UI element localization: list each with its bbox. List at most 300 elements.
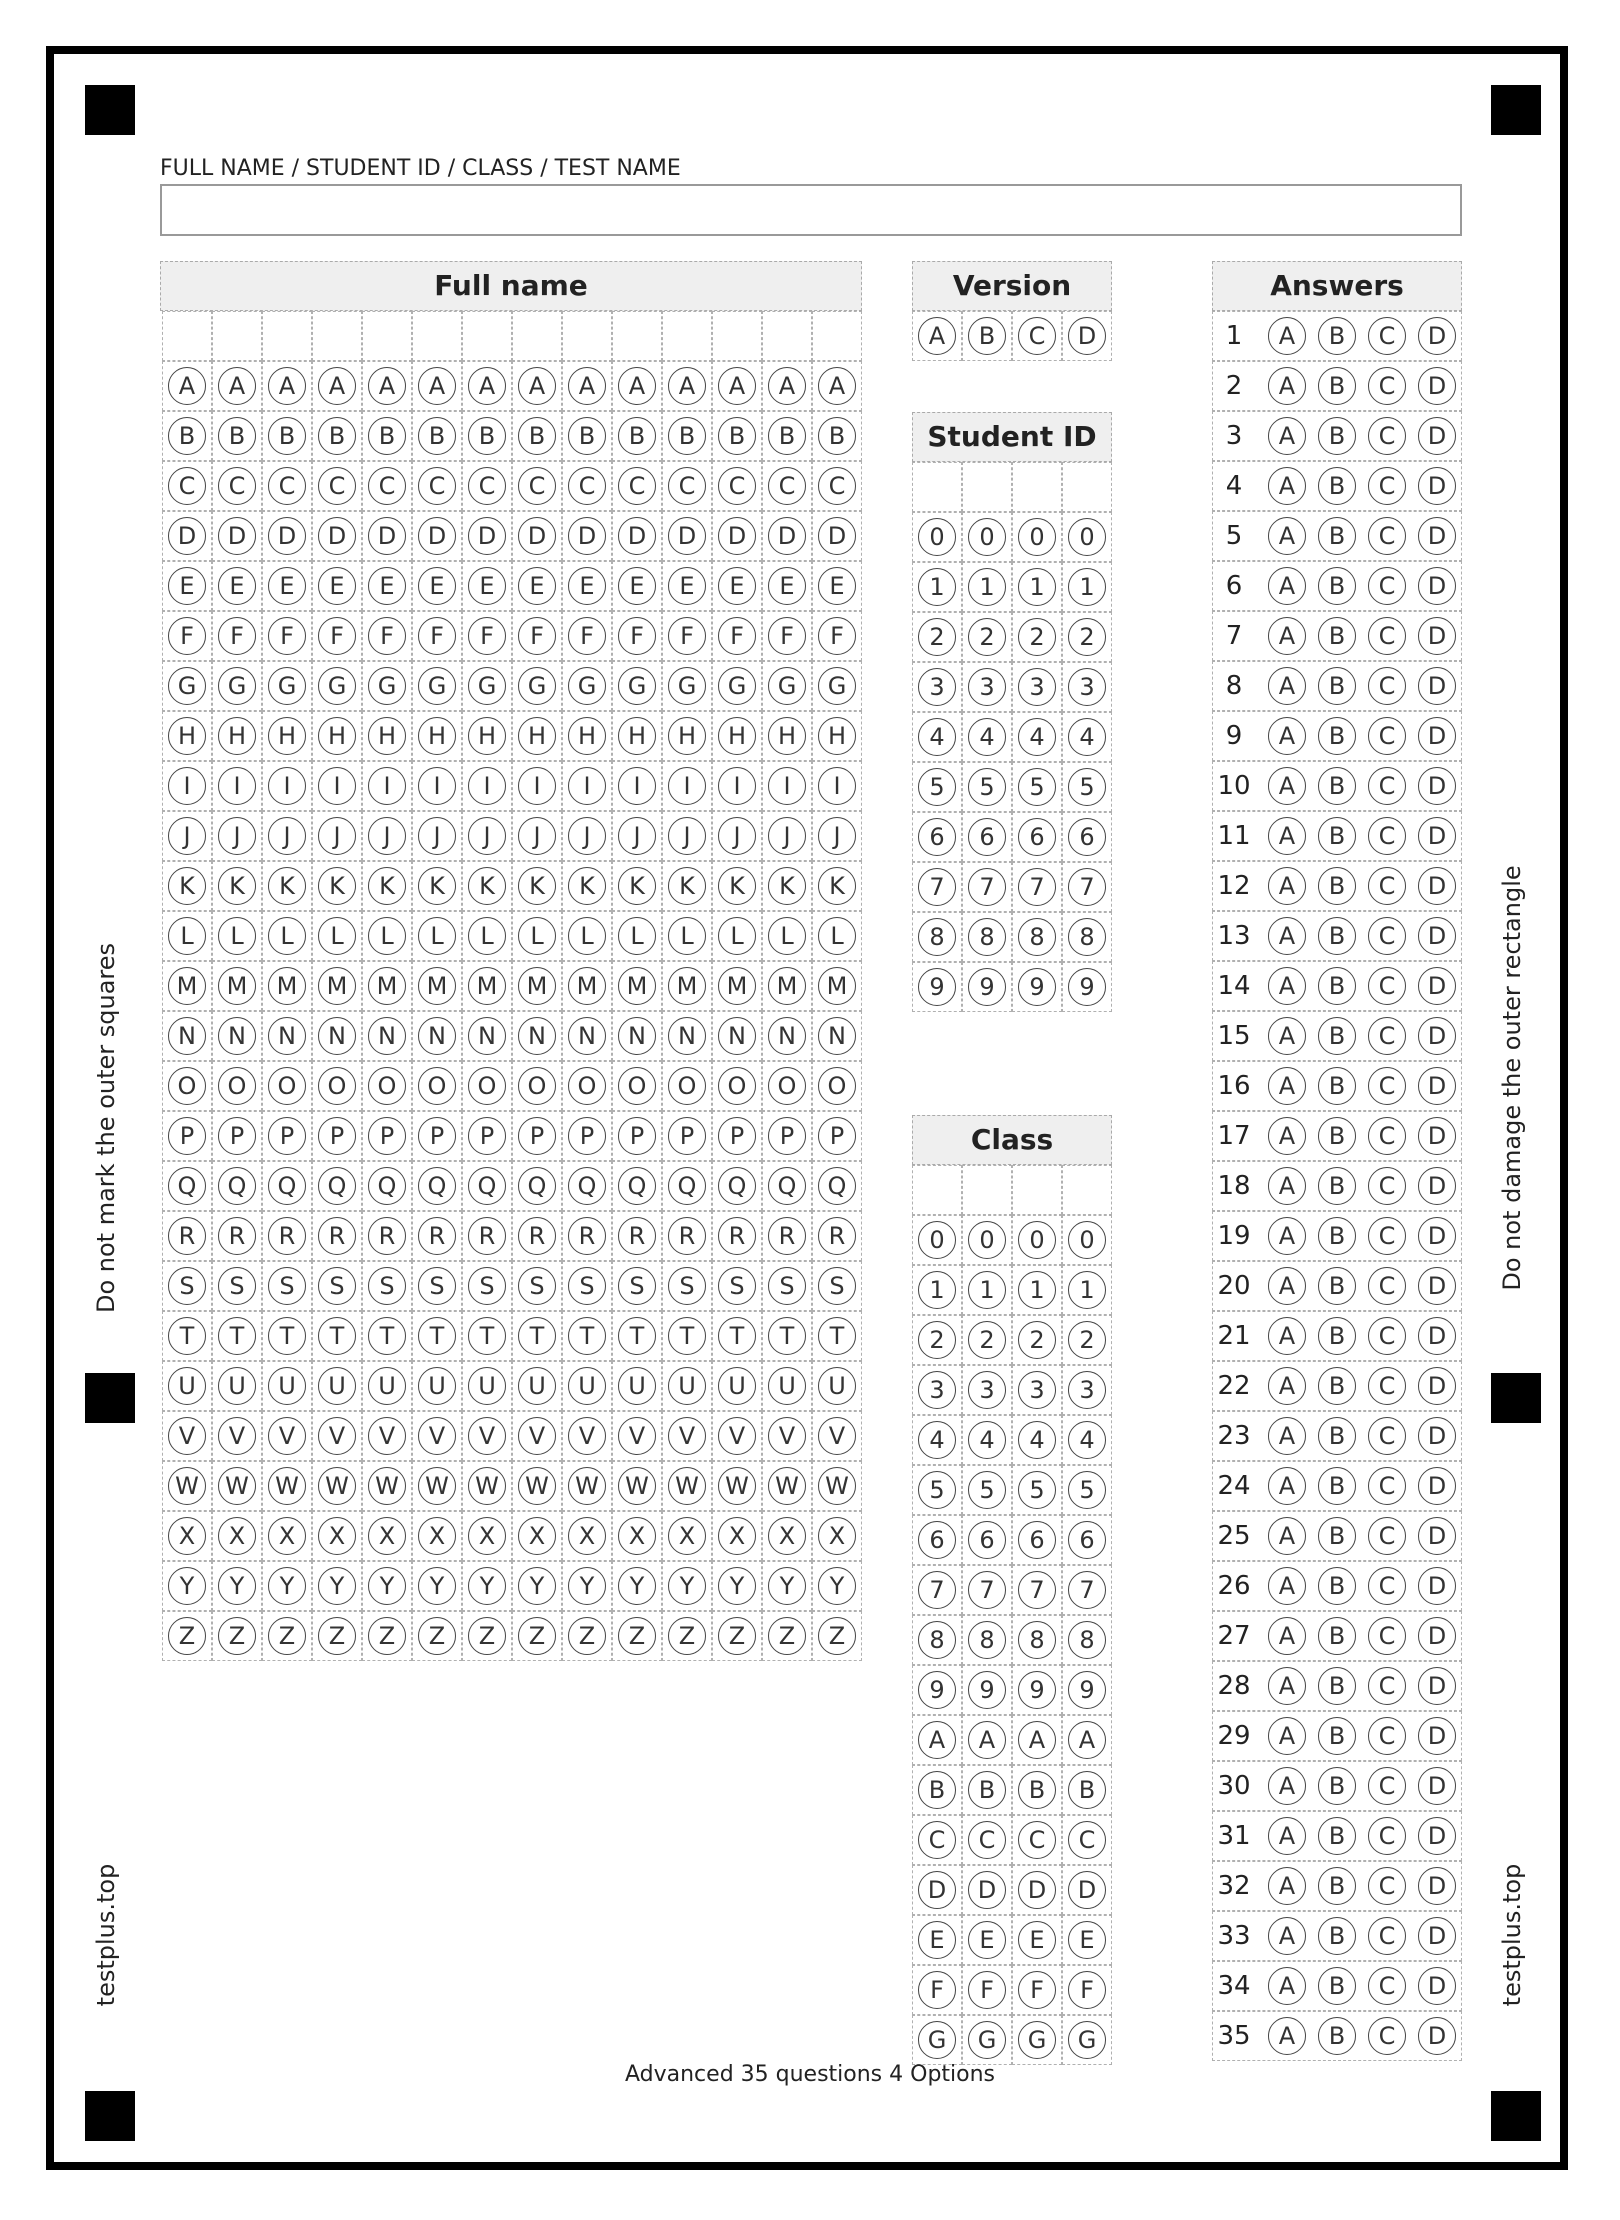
answer-bubble-b[interactable]: B — [1318, 1167, 1356, 1205]
full-name-bubble-u[interactable]: U — [368, 1367, 406, 1405]
student-id-bubble-8[interactable]: 8 — [1068, 918, 1106, 956]
full-name-bubble-d[interactable]: D — [218, 517, 256, 555]
student-id-bubble-4[interactable]: 4 — [968, 718, 1006, 756]
full-name-bubble-r[interactable]: R — [668, 1217, 706, 1255]
answer-bubble-c[interactable]: C — [1368, 1167, 1406, 1205]
full-name-bubble-z[interactable]: Z — [518, 1617, 556, 1655]
full-name-bubble-r[interactable]: R — [768, 1217, 806, 1255]
answer-bubble-c[interactable]: C — [1368, 617, 1406, 655]
full-name-bubble-l[interactable]: L — [368, 917, 406, 955]
full-name-bubble-q[interactable]: Q — [318, 1167, 356, 1205]
full-name-bubble-d[interactable]: D — [418, 517, 456, 555]
answer-bubble-b[interactable]: B — [1318, 317, 1356, 355]
full-name-bubble-b[interactable]: B — [768, 417, 806, 455]
full-name-bubble-a[interactable]: A — [618, 367, 656, 405]
full-name-bubble-j[interactable]: J — [368, 817, 406, 855]
answer-bubble-a[interactable]: A — [1268, 2017, 1306, 2055]
full-name-bubble-n[interactable]: N — [468, 1017, 506, 1055]
full-name-bubble-f[interactable]: F — [668, 617, 706, 655]
student-id-bubble-1[interactable]: 1 — [968, 568, 1006, 606]
answer-bubble-b[interactable]: B — [1318, 1917, 1356, 1955]
full-name-bubble-j[interactable]: J — [468, 817, 506, 855]
full-name-bubble-g[interactable]: G — [168, 667, 206, 705]
answer-bubble-c[interactable]: C — [1368, 817, 1406, 855]
full-name-bubble-x[interactable]: X — [418, 1517, 456, 1555]
student-id-bubble-9[interactable]: 9 — [1068, 968, 1106, 1006]
answer-bubble-a[interactable]: A — [1268, 867, 1306, 905]
class-bubble-7[interactable]: 7 — [1068, 1571, 1106, 1609]
full-name-bubble-l[interactable]: L — [218, 917, 256, 955]
full-name-bubble-d[interactable]: D — [168, 517, 206, 555]
full-name-bubble-i[interactable]: I — [668, 767, 706, 805]
full-name-bubble-i[interactable]: I — [518, 767, 556, 805]
full-name-bubble-q[interactable]: Q — [418, 1167, 456, 1205]
answer-bubble-b[interactable]: B — [1318, 1817, 1356, 1855]
class-bubble-1[interactable]: 1 — [918, 1271, 956, 1309]
full-name-bubble-o[interactable]: O — [218, 1067, 256, 1105]
full-name-bubble-d[interactable]: D — [818, 517, 856, 555]
full-name-bubble-b[interactable]: B — [318, 417, 356, 455]
student-id-bubble-7[interactable]: 7 — [918, 868, 956, 906]
full-name-bubble-z[interactable]: Z — [468, 1617, 506, 1655]
full-name-bubble-r[interactable]: R — [518, 1217, 556, 1255]
full-name-bubble-n[interactable]: N — [168, 1017, 206, 1055]
full-name-bubble-p[interactable]: P — [618, 1117, 656, 1155]
answer-bubble-d[interactable]: D — [1418, 1767, 1456, 1805]
answer-bubble-d[interactable]: D — [1418, 1717, 1456, 1755]
student-id-bubble-9[interactable]: 9 — [968, 968, 1006, 1006]
full-name-bubble-q[interactable]: Q — [668, 1167, 706, 1205]
answer-bubble-c[interactable]: C — [1368, 1067, 1406, 1105]
full-name-bubble-f[interactable]: F — [818, 617, 856, 655]
answer-bubble-b[interactable]: B — [1318, 567, 1356, 605]
full-name-bubble-u[interactable]: U — [768, 1367, 806, 1405]
full-name-bubble-j[interactable]: J — [668, 817, 706, 855]
full-name-bubble-f[interactable]: F — [418, 617, 456, 655]
full-name-bubble-j[interactable]: J — [168, 817, 206, 855]
answer-bubble-a[interactable]: A — [1268, 1617, 1306, 1655]
answer-bubble-d[interactable]: D — [1418, 517, 1456, 555]
full-name-bubble-z[interactable]: Z — [818, 1617, 856, 1655]
full-name-bubble-i[interactable]: I — [718, 767, 756, 805]
answer-bubble-a[interactable]: A — [1268, 1567, 1306, 1605]
answer-bubble-d[interactable]: D — [1418, 617, 1456, 655]
full-name-bubble-x[interactable]: X — [468, 1517, 506, 1555]
student-id-bubble-3[interactable]: 3 — [1068, 668, 1106, 706]
answer-bubble-c[interactable]: C — [1368, 517, 1406, 555]
answer-bubble-d[interactable]: D — [1418, 1067, 1456, 1105]
full-name-bubble-t[interactable]: T — [368, 1317, 406, 1355]
full-name-bubble-u[interactable]: U — [418, 1367, 456, 1405]
full-name-bubble-w[interactable]: W — [768, 1467, 806, 1505]
class-bubble-c[interactable]: C — [1068, 1821, 1106, 1859]
full-name-bubble-x[interactable]: X — [168, 1517, 206, 1555]
full-name-bubble-r[interactable]: R — [568, 1217, 606, 1255]
full-name-bubble-f[interactable]: F — [218, 617, 256, 655]
answer-bubble-b[interactable]: B — [1318, 1367, 1356, 1405]
full-name-bubble-y[interactable]: Y — [218, 1567, 256, 1605]
full-name-bubble-a[interactable]: A — [468, 367, 506, 405]
full-name-bubble-y[interactable]: Y — [168, 1567, 206, 1605]
full-name-bubble-f[interactable]: F — [318, 617, 356, 655]
student-id-bubble-6[interactable]: 6 — [968, 818, 1006, 856]
class-bubble-5[interactable]: 5 — [918, 1471, 956, 1509]
answer-bubble-b[interactable]: B — [1318, 1717, 1356, 1755]
full-name-bubble-s[interactable]: S — [568, 1267, 606, 1305]
answer-bubble-a[interactable]: A — [1268, 1167, 1306, 1205]
full-name-bubble-z[interactable]: Z — [318, 1617, 356, 1655]
full-name-bubble-p[interactable]: P — [768, 1117, 806, 1155]
full-name-bubble-o[interactable]: O — [468, 1067, 506, 1105]
student-id-bubble-0[interactable]: 0 — [1018, 518, 1056, 556]
full-name-bubble-i[interactable]: I — [368, 767, 406, 805]
full-name-bubble-o[interactable]: O — [718, 1067, 756, 1105]
class-bubble-9[interactable]: 9 — [968, 1671, 1006, 1709]
answer-bubble-b[interactable]: B — [1318, 817, 1356, 855]
class-bubble-3[interactable]: 3 — [1068, 1371, 1106, 1409]
full-name-bubble-y[interactable]: Y — [418, 1567, 456, 1605]
full-name-bubble-k[interactable]: K — [618, 867, 656, 905]
full-name-bubble-z[interactable]: Z — [418, 1617, 456, 1655]
full-name-bubble-k[interactable]: K — [718, 867, 756, 905]
answer-bubble-a[interactable]: A — [1268, 1667, 1306, 1705]
full-name-bubble-b[interactable]: B — [718, 417, 756, 455]
full-name-bubble-k[interactable]: K — [668, 867, 706, 905]
class-bubble-4[interactable]: 4 — [1018, 1421, 1056, 1459]
full-name-bubble-v[interactable]: V — [768, 1417, 806, 1455]
full-name-bubble-j[interactable]: J — [818, 817, 856, 855]
full-name-bubble-u[interactable]: U — [618, 1367, 656, 1405]
full-name-bubble-n[interactable]: N — [518, 1017, 556, 1055]
full-name-bubble-h[interactable]: H — [268, 717, 306, 755]
answer-bubble-c[interactable]: C — [1368, 317, 1406, 355]
full-name-bubble-k[interactable]: K — [768, 867, 806, 905]
full-name-bubble-t[interactable]: T — [768, 1317, 806, 1355]
full-name-bubble-c[interactable]: C — [368, 467, 406, 505]
full-name-bubble-l[interactable]: L — [268, 917, 306, 955]
full-name-bubble-q[interactable]: Q — [568, 1167, 606, 1205]
answer-bubble-c[interactable]: C — [1368, 1717, 1406, 1755]
answer-bubble-d[interactable]: D — [1418, 367, 1456, 405]
full-name-bubble-q[interactable]: Q — [768, 1167, 806, 1205]
full-name-bubble-q[interactable]: Q — [518, 1167, 556, 1205]
class-bubble-7[interactable]: 7 — [968, 1571, 1006, 1609]
full-name-bubble-b[interactable]: B — [168, 417, 206, 455]
answer-bubble-c[interactable]: C — [1368, 1467, 1406, 1505]
full-name-bubble-w[interactable]: W — [318, 1467, 356, 1505]
full-name-bubble-r[interactable]: R — [218, 1217, 256, 1255]
full-name-bubble-g[interactable]: G — [368, 667, 406, 705]
full-name-bubble-j[interactable]: J — [718, 817, 756, 855]
full-name-bubble-k[interactable]: K — [168, 867, 206, 905]
full-name-bubble-e[interactable]: E — [618, 567, 656, 605]
answer-bubble-b[interactable]: B — [1318, 967, 1356, 1005]
full-name-bubble-l[interactable]: L — [418, 917, 456, 955]
full-name-bubble-q[interactable]: Q — [618, 1167, 656, 1205]
answer-bubble-d[interactable]: D — [1418, 967, 1456, 1005]
full-name-bubble-v[interactable]: V — [168, 1417, 206, 1455]
full-name-bubble-i[interactable]: I — [168, 767, 206, 805]
student-id-bubble-0[interactable]: 0 — [918, 518, 956, 556]
student-id-bubble-5[interactable]: 5 — [918, 768, 956, 806]
full-name-bubble-j[interactable]: J — [768, 817, 806, 855]
full-name-bubble-p[interactable]: P — [418, 1117, 456, 1155]
answer-bubble-a[interactable]: A — [1268, 317, 1306, 355]
full-name-bubble-n[interactable]: N — [268, 1017, 306, 1055]
full-name-bubble-x[interactable]: X — [768, 1517, 806, 1555]
full-name-bubble-z[interactable]: Z — [218, 1617, 256, 1655]
answer-bubble-d[interactable]: D — [1418, 317, 1456, 355]
full-name-bubble-s[interactable]: S — [468, 1267, 506, 1305]
full-name-bubble-u[interactable]: U — [268, 1367, 306, 1405]
class-bubble-d[interactable]: D — [1018, 1871, 1056, 1909]
full-name-bubble-t[interactable]: T — [218, 1317, 256, 1355]
answer-bubble-c[interactable]: C — [1368, 917, 1406, 955]
answer-bubble-d[interactable]: D — [1418, 1517, 1456, 1555]
full-name-bubble-h[interactable]: H — [568, 717, 606, 755]
answer-bubble-c[interactable]: C — [1368, 967, 1406, 1005]
answer-bubble-d[interactable]: D — [1418, 1467, 1456, 1505]
version-bubble-b[interactable]: B — [968, 317, 1006, 355]
full-name-bubble-z[interactable]: Z — [568, 1617, 606, 1655]
answer-bubble-a[interactable]: A — [1268, 567, 1306, 605]
version-bubble-c[interactable]: C — [1018, 317, 1056, 355]
answer-bubble-d[interactable]: D — [1418, 917, 1456, 955]
full-name-bubble-m[interactable]: M — [768, 967, 806, 1005]
full-name-bubble-h[interactable]: H — [818, 717, 856, 755]
student-id-bubble-2[interactable]: 2 — [1018, 618, 1056, 656]
class-bubble-g[interactable]: G — [918, 2021, 956, 2059]
answer-bubble-d[interactable]: D — [1418, 1417, 1456, 1455]
full-name-bubble-b[interactable]: B — [618, 417, 656, 455]
full-name-bubble-c[interactable]: C — [668, 467, 706, 505]
class-bubble-b[interactable]: B — [1018, 1771, 1056, 1809]
full-name-bubble-o[interactable]: O — [568, 1067, 606, 1105]
answer-bubble-b[interactable]: B — [1318, 417, 1356, 455]
answer-bubble-a[interactable]: A — [1268, 1217, 1306, 1255]
class-bubble-2[interactable]: 2 — [968, 1321, 1006, 1359]
full-name-bubble-s[interactable]: S — [518, 1267, 556, 1305]
class-bubble-8[interactable]: 8 — [918, 1621, 956, 1659]
answer-bubble-d[interactable]: D — [1418, 467, 1456, 505]
class-bubble-a[interactable]: A — [968, 1721, 1006, 1759]
student-id-bubble-8[interactable]: 8 — [1018, 918, 1056, 956]
full-name-bubble-q[interactable]: Q — [468, 1167, 506, 1205]
full-name-bubble-d[interactable]: D — [268, 517, 306, 555]
full-name-bubble-p[interactable]: P — [718, 1117, 756, 1155]
answer-bubble-a[interactable]: A — [1268, 1117, 1306, 1155]
full-name-bubble-i[interactable]: I — [418, 767, 456, 805]
full-name-bubble-p[interactable]: P — [568, 1117, 606, 1155]
answer-bubble-d[interactable]: D — [1418, 717, 1456, 755]
version-bubble-d[interactable]: D — [1068, 317, 1106, 355]
full-name-bubble-b[interactable]: B — [518, 417, 556, 455]
full-name-bubble-w[interactable]: W — [218, 1467, 256, 1505]
full-name-bubble-c[interactable]: C — [618, 467, 656, 505]
answer-bubble-d[interactable]: D — [1418, 1817, 1456, 1855]
full-name-bubble-t[interactable]: T — [568, 1317, 606, 1355]
full-name-bubble-z[interactable]: Z — [368, 1617, 406, 1655]
full-name-bubble-t[interactable]: T — [518, 1317, 556, 1355]
full-name-bubble-p[interactable]: P — [318, 1117, 356, 1155]
full-name-bubble-e[interactable]: E — [368, 567, 406, 605]
class-bubble-8[interactable]: 8 — [968, 1621, 1006, 1659]
full-name-bubble-v[interactable]: V — [218, 1417, 256, 1455]
full-name-bubble-n[interactable]: N — [568, 1017, 606, 1055]
full-name-bubble-b[interactable]: B — [368, 417, 406, 455]
full-name-bubble-d[interactable]: D — [668, 517, 706, 555]
full-name-bubble-n[interactable]: N — [418, 1017, 456, 1055]
full-name-bubble-l[interactable]: L — [568, 917, 606, 955]
full-name-bubble-x[interactable]: X — [668, 1517, 706, 1555]
full-name-bubble-k[interactable]: K — [418, 867, 456, 905]
full-name-bubble-t[interactable]: T — [468, 1317, 506, 1355]
full-name-bubble-f[interactable]: F — [618, 617, 656, 655]
class-bubble-a[interactable]: A — [918, 1721, 956, 1759]
full-name-bubble-g[interactable]: G — [668, 667, 706, 705]
answer-bubble-b[interactable]: B — [1318, 1767, 1356, 1805]
answer-bubble-d[interactable]: D — [1418, 1117, 1456, 1155]
full-name-bubble-d[interactable]: D — [368, 517, 406, 555]
full-name-bubble-b[interactable]: B — [568, 417, 606, 455]
class-bubble-g[interactable]: G — [968, 2021, 1006, 2059]
full-name-bubble-d[interactable]: D — [468, 517, 506, 555]
class-bubble-0[interactable]: 0 — [918, 1221, 956, 1259]
class-bubble-6[interactable]: 6 — [918, 1521, 956, 1559]
answer-bubble-b[interactable]: B — [1318, 717, 1356, 755]
full-name-bubble-o[interactable]: O — [168, 1067, 206, 1105]
student-id-bubble-5[interactable]: 5 — [1068, 768, 1106, 806]
full-name-bubble-s[interactable]: S — [418, 1267, 456, 1305]
student-id-bubble-4[interactable]: 4 — [918, 718, 956, 756]
class-bubble-a[interactable]: A — [1018, 1721, 1056, 1759]
full-name-bubble-g[interactable]: G — [718, 667, 756, 705]
full-name-bubble-q[interactable]: Q — [168, 1167, 206, 1205]
full-name-bubble-k[interactable]: K — [468, 867, 506, 905]
class-bubble-e[interactable]: E — [918, 1921, 956, 1959]
full-name-bubble-t[interactable]: T — [668, 1317, 706, 1355]
full-name-bubble-s[interactable]: S — [218, 1267, 256, 1305]
answer-bubble-c[interactable]: C — [1368, 1367, 1406, 1405]
class-bubble-3[interactable]: 3 — [1018, 1371, 1056, 1409]
class-bubble-g[interactable]: G — [1068, 2021, 1106, 2059]
answer-bubble-c[interactable]: C — [1368, 417, 1406, 455]
answer-bubble-b[interactable]: B — [1318, 367, 1356, 405]
class-bubble-6[interactable]: 6 — [1068, 1521, 1106, 1559]
answer-bubble-b[interactable]: B — [1318, 1867, 1356, 1905]
full-name-bubble-h[interactable]: H — [718, 717, 756, 755]
answer-bubble-a[interactable]: A — [1268, 1467, 1306, 1505]
answer-bubble-a[interactable]: A — [1268, 1317, 1306, 1355]
full-name-bubble-y[interactable]: Y — [368, 1567, 406, 1605]
class-bubble-5[interactable]: 5 — [968, 1471, 1006, 1509]
full-name-bubble-u[interactable]: U — [218, 1367, 256, 1405]
full-name-bubble-k[interactable]: K — [218, 867, 256, 905]
full-name-bubble-g[interactable]: G — [818, 667, 856, 705]
full-name-bubble-q[interactable]: Q — [268, 1167, 306, 1205]
full-name-bubble-c[interactable]: C — [768, 467, 806, 505]
class-bubble-1[interactable]: 1 — [1018, 1271, 1056, 1309]
answer-bubble-b[interactable]: B — [1318, 1217, 1356, 1255]
version-bubble-a[interactable]: A — [918, 317, 956, 355]
full-name-bubble-n[interactable]: N — [768, 1017, 806, 1055]
class-bubble-2[interactable]: 2 — [1068, 1321, 1106, 1359]
answer-bubble-b[interactable]: B — [1318, 1267, 1356, 1305]
full-name-bubble-j[interactable]: J — [418, 817, 456, 855]
answer-bubble-c[interactable]: C — [1368, 1767, 1406, 1805]
full-name-bubble-s[interactable]: S — [368, 1267, 406, 1305]
full-name-bubble-c[interactable]: C — [718, 467, 756, 505]
student-id-bubble-6[interactable]: 6 — [918, 818, 956, 856]
full-name-bubble-m[interactable]: M — [418, 967, 456, 1005]
full-name-bubble-l[interactable]: L — [718, 917, 756, 955]
full-name-bubble-w[interactable]: W — [168, 1467, 206, 1505]
full-name-bubble-h[interactable]: H — [368, 717, 406, 755]
answer-bubble-a[interactable]: A — [1268, 667, 1306, 705]
full-name-bubble-y[interactable]: Y — [468, 1567, 506, 1605]
answer-bubble-c[interactable]: C — [1368, 2017, 1406, 2055]
class-bubble-g[interactable]: G — [1018, 2021, 1056, 2059]
full-name-bubble-f[interactable]: F — [768, 617, 806, 655]
full-name-bubble-m[interactable]: M — [568, 967, 606, 1005]
full-name-bubble-o[interactable]: O — [368, 1067, 406, 1105]
answer-bubble-c[interactable]: C — [1368, 367, 1406, 405]
answer-bubble-c[interactable]: C — [1368, 717, 1406, 755]
answer-bubble-b[interactable]: B — [1318, 1317, 1356, 1355]
answer-bubble-d[interactable]: D — [1418, 1217, 1456, 1255]
class-bubble-c[interactable]: C — [1018, 1821, 1056, 1859]
answer-bubble-b[interactable]: B — [1318, 1667, 1356, 1705]
answer-bubble-d[interactable]: D — [1418, 2017, 1456, 2055]
full-name-bubble-h[interactable]: H — [318, 717, 356, 755]
answer-bubble-c[interactable]: C — [1368, 1267, 1406, 1305]
answer-bubble-d[interactable]: D — [1418, 1967, 1456, 2005]
answer-bubble-d[interactable]: D — [1418, 817, 1456, 855]
student-id-bubble-3[interactable]: 3 — [968, 668, 1006, 706]
full-name-bubble-p[interactable]: P — [468, 1117, 506, 1155]
full-name-bubble-m[interactable]: M — [718, 967, 756, 1005]
full-name-bubble-x[interactable]: X — [718, 1517, 756, 1555]
full-name-bubble-i[interactable]: I — [818, 767, 856, 805]
full-name-bubble-r[interactable]: R — [168, 1217, 206, 1255]
full-name-bubble-d[interactable]: D — [618, 517, 656, 555]
full-name-bubble-r[interactable]: R — [318, 1217, 356, 1255]
full-name-bubble-k[interactable]: K — [368, 867, 406, 905]
full-name-bubble-i[interactable]: I — [568, 767, 606, 805]
full-name-bubble-g[interactable]: G — [618, 667, 656, 705]
full-name-bubble-w[interactable]: W — [818, 1467, 856, 1505]
full-name-bubble-q[interactable]: Q — [818, 1167, 856, 1205]
answer-bubble-b[interactable]: B — [1318, 917, 1356, 955]
full-name-bubble-z[interactable]: Z — [718, 1617, 756, 1655]
class-bubble-b[interactable]: B — [918, 1771, 956, 1809]
full-name-bubble-a[interactable]: A — [318, 367, 356, 405]
student-id-bubble-1[interactable]: 1 — [918, 568, 956, 606]
student-id-bubble-6[interactable]: 6 — [1068, 818, 1106, 856]
class-bubble-9[interactable]: 9 — [918, 1671, 956, 1709]
class-bubble-9[interactable]: 9 — [1018, 1671, 1056, 1709]
full-name-bubble-o[interactable]: O — [418, 1067, 456, 1105]
full-name-bubble-q[interactable]: Q — [368, 1167, 406, 1205]
full-name-bubble-d[interactable]: D — [318, 517, 356, 555]
full-name-bubble-y[interactable]: Y — [618, 1567, 656, 1605]
full-name-bubble-t[interactable]: T — [418, 1317, 456, 1355]
full-name-bubble-h[interactable]: H — [518, 717, 556, 755]
full-name-bubble-r[interactable]: R — [418, 1217, 456, 1255]
class-bubble-c[interactable]: C — [918, 1821, 956, 1859]
answer-bubble-b[interactable]: B — [1318, 1067, 1356, 1105]
class-bubble-f[interactable]: F — [968, 1971, 1006, 2009]
